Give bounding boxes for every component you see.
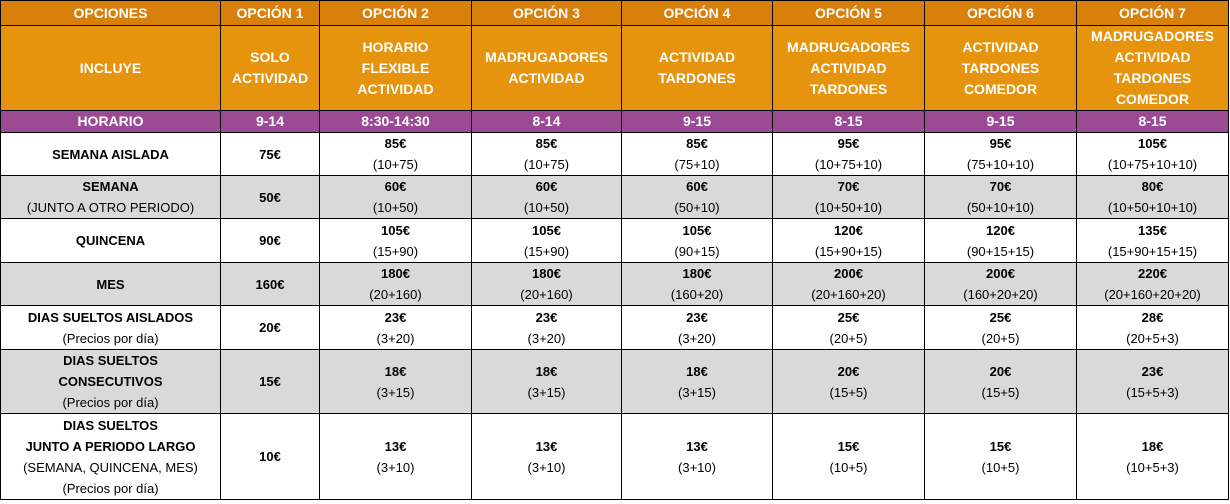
price-value: 13€	[686, 438, 708, 454]
options-header-row	[1, 1, 1229, 26]
price-cell	[925, 219, 1077, 263]
price-value: 23€	[384, 309, 407, 325]
includes-line: ACTIVIDAD	[810, 59, 887, 76]
price-breakdown: (3+20)	[376, 330, 415, 346]
price-cell	[472, 306, 622, 350]
price-value: 80€	[1141, 179, 1164, 194]
includes-line: TARDONES	[809, 80, 888, 97]
row-label-line: DIAS SUELTOS AISLADOS	[27, 309, 194, 325]
row-label-line: CONSECUTIVOS	[58, 374, 163, 389]
includes-line: TARDONES	[1113, 70, 1192, 86]
price-breakdown: (3+15)	[678, 384, 716, 400]
row-label-line: JUNTO A PERIODO LARGO	[25, 438, 196, 454]
table-row	[1, 306, 1229, 350]
price-value: 85€	[384, 136, 407, 151]
price-cell	[773, 176, 925, 219]
option-7-header: OPCIÓN 7	[1077, 1, 1229, 26]
schedule-option-3: 8-14	[472, 111, 622, 133]
price-breakdown: (3+20)	[527, 330, 566, 346]
price-breakdown: (10+5)	[981, 459, 1020, 475]
price-breakdown: (10+5+3)	[1126, 459, 1179, 475]
price-breakdown: (20+160)	[369, 287, 422, 302]
includes-line: TARDONES	[658, 70, 736, 86]
includes-line: ACTIVIDAD	[231, 70, 309, 86]
price-breakdown: (15+90)	[372, 243, 419, 259]
price-breakdown: (20+160+20)	[811, 287, 886, 302]
option-1-price: 160€	[221, 263, 320, 306]
price-breakdown: (10+75+10)	[814, 157, 883, 172]
price-cell	[925, 414, 1077, 500]
price-cell	[622, 350, 773, 414]
price-value: 18€	[1141, 438, 1164, 454]
price-cell	[1077, 350, 1229, 414]
row-label	[1, 263, 221, 306]
includes-line: MADRUGADORES	[485, 49, 608, 65]
table-row	[1, 219, 1229, 263]
price-value: 105€	[1138, 136, 1167, 151]
includes-line: FLEXIBLE	[361, 59, 430, 76]
price-breakdown: (15+90+15+15)	[1107, 243, 1198, 259]
schedule-option-6: 9-15	[925, 111, 1077, 133]
option-1-header: OPCIÓN 1	[221, 1, 320, 26]
option-2-header: OPCIÓN 2	[320, 1, 472, 26]
includes-option-1	[221, 26, 320, 111]
price-value: 70€	[837, 179, 860, 194]
row-label-line: DIAS SUELTOS	[63, 417, 158, 433]
price-value: 15€	[837, 438, 860, 454]
price-cell	[622, 176, 773, 219]
row-label	[1, 219, 221, 263]
price-cell	[773, 414, 925, 500]
includes-line: MADRUGADORES	[787, 38, 910, 55]
price-breakdown: (15+5+3)	[1126, 384, 1179, 400]
price-breakdown: (10+50)	[372, 200, 419, 215]
schedule-option-2: 8:30-14:30	[320, 111, 472, 133]
option-5-header: OPCIÓN 5	[773, 1, 925, 26]
price-value: 95€	[989, 136, 1012, 151]
price-value: 23€	[1141, 363, 1164, 379]
price-cell	[472, 414, 622, 500]
row-sublabel-line: (Precios por día)	[62, 330, 159, 346]
price-cell	[472, 219, 622, 263]
price-value: 180€	[682, 266, 712, 281]
price-cell	[320, 133, 472, 176]
price-value: 60€	[535, 179, 558, 194]
option-1-price: 10€	[221, 414, 320, 500]
price-cell	[320, 263, 472, 306]
row-label	[1, 306, 221, 350]
price-cell	[472, 263, 622, 306]
row-sublabel-line: (Precios por día)	[62, 395, 159, 410]
price-value: 23€	[535, 309, 558, 325]
price-cell	[622, 263, 773, 306]
price-value: 220€	[1138, 266, 1167, 281]
includes-line: ACTIVIDAD	[1114, 49, 1191, 65]
includes-option-2	[320, 26, 472, 111]
price-value: 28€	[1141, 309, 1164, 325]
price-value: 200€	[986, 266, 1015, 281]
price-breakdown: (15+5)	[829, 384, 868, 400]
price-cell	[622, 414, 773, 500]
options-header-label: OPCIONES	[1, 1, 221, 26]
row-label-line: SEMANA AISLADA	[52, 146, 169, 162]
price-breakdown: (3+10)	[678, 459, 716, 475]
price-cell	[622, 219, 773, 263]
table-row	[1, 414, 1229, 500]
price-breakdown: (10+50)	[523, 200, 570, 215]
option-4-header: OPCIÓN 4	[622, 1, 773, 26]
price-breakdown: (10+75)	[523, 157, 570, 172]
price-breakdown: (3+15)	[527, 384, 566, 400]
price-value: 120€	[986, 222, 1015, 238]
price-cell	[622, 133, 773, 176]
price-value: 25€	[989, 309, 1012, 325]
price-breakdown: (15+5)	[981, 384, 1020, 400]
includes-line: ACTIVIDAD	[962, 38, 1039, 55]
price-breakdown: (20+160)	[520, 287, 573, 302]
price-value: 70€	[989, 179, 1012, 194]
price-cell	[773, 219, 925, 263]
table-row	[1, 350, 1229, 414]
includes-option-6	[925, 26, 1077, 111]
price-cell	[925, 306, 1077, 350]
price-value: 18€	[535, 363, 558, 379]
price-cell	[1077, 176, 1229, 219]
price-value: 120€	[834, 222, 863, 238]
option-3-header: OPCIÓN 3	[472, 1, 622, 26]
price-cell	[1077, 306, 1229, 350]
includes-line: ACTIVIDAD	[508, 70, 585, 86]
price-value: 23€	[686, 309, 708, 325]
option-1-price: 90€	[221, 219, 320, 263]
includes-line: HORARIO	[362, 38, 429, 55]
price-cell	[320, 414, 472, 500]
row-label-line: QUINCENA	[75, 233, 146, 248]
price-value: 13€	[535, 438, 558, 454]
price-breakdown: (50+10+10)	[966, 200, 1035, 215]
price-value: 85€	[535, 136, 558, 151]
row-label	[1, 133, 221, 176]
schedule-option-5: 8-15	[773, 111, 925, 133]
price-cell	[622, 306, 773, 350]
table-row	[1, 263, 1229, 306]
price-breakdown: (20+5+3)	[1126, 330, 1179, 346]
price-value: 13€	[384, 438, 407, 454]
includes-line: SOLO	[250, 49, 290, 65]
includes-label: INCLUYE	[1, 26, 221, 111]
row-sublabel-line: (JUNTO A OTRO PERIODO)	[26, 200, 195, 215]
price-cell	[320, 219, 472, 263]
price-breakdown: (75+10)	[674, 157, 720, 172]
price-value: 25€	[837, 309, 860, 325]
schedule-label: HORARIO	[1, 111, 221, 133]
price-cell	[925, 133, 1077, 176]
price-cell	[1077, 263, 1229, 306]
price-cell	[925, 263, 1077, 306]
includes-line: TARDONES	[961, 59, 1040, 76]
price-breakdown: (3+20)	[678, 330, 716, 346]
price-value: 20€	[837, 363, 860, 379]
row-label-line: MES	[96, 276, 125, 292]
includes-line: COMEDOR	[963, 80, 1038, 97]
row-label-line: DIAS SUELTOS	[63, 353, 158, 368]
price-cell	[773, 306, 925, 350]
price-value: 18€	[384, 363, 407, 379]
price-breakdown: (160+20+20)	[963, 287, 1038, 302]
price-breakdown: (3+15)	[376, 384, 415, 400]
price-cell	[472, 133, 622, 176]
option-1-price: 75€	[221, 133, 320, 176]
includes-option-3	[472, 26, 622, 111]
price-breakdown: (10+50+10)	[814, 200, 883, 215]
price-value: 180€	[532, 266, 561, 281]
table-row	[1, 133, 1229, 176]
price-breakdown: (20+160+20+20)	[1104, 287, 1201, 302]
price-breakdown: (3+10)	[527, 459, 566, 475]
price-value: 60€	[384, 179, 407, 194]
price-cell	[925, 350, 1077, 414]
price-breakdown: (20+5)	[829, 330, 868, 346]
price-cell	[925, 176, 1077, 219]
price-breakdown: (90+15)	[674, 243, 720, 259]
row-sublabel-line: (Precios por día)	[62, 480, 159, 496]
price-breakdown: (10+50+10+10)	[1107, 200, 1198, 215]
includes-line: MADRUGADORES	[1091, 28, 1214, 44]
price-value: 20€	[989, 363, 1012, 379]
price-cell	[1077, 219, 1229, 263]
price-value: 15€	[989, 438, 1012, 454]
price-value: 105€	[381, 222, 410, 238]
price-breakdown: (3+10)	[376, 459, 415, 475]
price-cell	[472, 350, 622, 414]
price-breakdown: (75+10+10)	[966, 157, 1035, 172]
row-label-line: SEMANA	[82, 179, 139, 194]
row-sublabel-line: (SEMANA, QUINCENA, MES)	[23, 459, 198, 475]
includes-row	[1, 26, 1229, 111]
price-breakdown: (90+15+15)	[966, 243, 1035, 259]
price-breakdown: (10+5)	[829, 459, 868, 475]
price-breakdown: (15+90)	[523, 243, 570, 259]
includes-option-4	[622, 26, 773, 111]
price-cell	[320, 176, 472, 219]
price-breakdown: (10+75)	[372, 157, 419, 172]
price-breakdown: (15+90+15)	[814, 243, 883, 259]
price-breakdown: (10+75+10+10)	[1107, 157, 1198, 172]
price-cell	[773, 350, 925, 414]
price-cell	[320, 306, 472, 350]
price-cell	[773, 133, 925, 176]
includes-option-5	[773, 26, 925, 111]
schedule-row	[1, 111, 1229, 133]
price-value: 105€	[682, 222, 712, 238]
price-value: 60€	[686, 179, 708, 194]
price-value: 200€	[834, 266, 863, 281]
price-value: 18€	[686, 363, 708, 379]
option-1-price: 50€	[221, 176, 320, 219]
schedule-option-1: 9-14	[221, 111, 320, 133]
row-label	[1, 350, 221, 414]
schedule-option-4: 9-15	[622, 111, 773, 133]
price-value: 105€	[532, 222, 561, 238]
option-6-header: OPCIÓN 6	[925, 1, 1077, 26]
includes-line: ACTIVIDAD	[658, 49, 736, 65]
price-value: 85€	[686, 136, 708, 151]
row-label	[1, 414, 221, 500]
schedule-option-7: 8-15	[1077, 111, 1229, 133]
includes-line: ACTIVIDAD	[357, 80, 434, 97]
price-value: 180€	[381, 266, 410, 281]
price-cell	[1077, 133, 1229, 176]
price-cell	[320, 350, 472, 414]
price-breakdown: (20+5)	[981, 330, 1020, 346]
price-cell	[472, 176, 622, 219]
includes-line: COMEDOR	[1115, 91, 1190, 107]
price-cell	[773, 263, 925, 306]
table-row	[1, 176, 1229, 219]
price-value: 135€	[1138, 222, 1167, 238]
price-breakdown: (50+10)	[674, 200, 720, 215]
price-cell	[1077, 414, 1229, 500]
includes-option-7	[1077, 26, 1229, 111]
option-1-price: 20€	[221, 306, 320, 350]
option-1-price: 15€	[221, 350, 320, 414]
price-value: 95€	[837, 136, 860, 151]
row-label	[1, 176, 221, 219]
price-breakdown: (160+20)	[670, 287, 724, 302]
